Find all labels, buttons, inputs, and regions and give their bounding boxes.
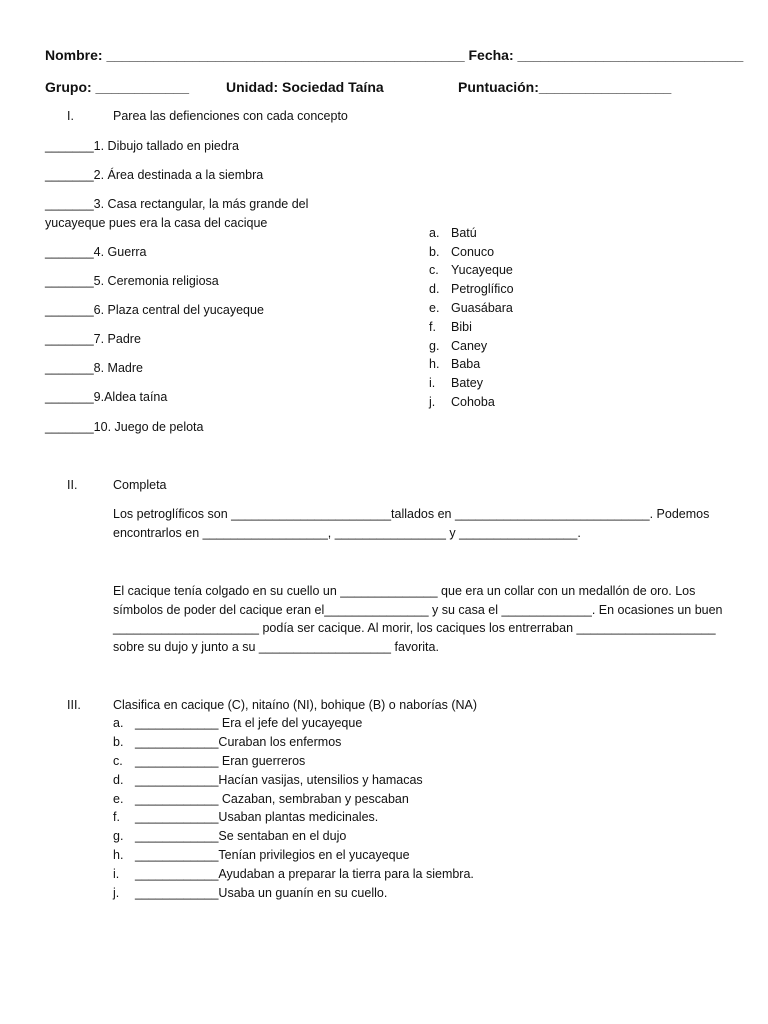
option-text: Bibi <box>451 320 472 334</box>
fill-in-line: sobre su dujo y junto a su ___________________ favorita. <box>113 640 439 654</box>
option-text: Batey <box>451 376 483 390</box>
option-letter: h. <box>429 357 440 371</box>
option-letter: d. <box>429 282 440 296</box>
option-letter: c. <box>429 263 439 277</box>
classify-item: ____________ Eran guerreros <box>135 754 306 768</box>
match-item: _______7. Padre <box>45 332 141 346</box>
option-letter: b. <box>429 245 440 259</box>
option-text: Yucayeque <box>451 263 513 277</box>
classify-letter: g. <box>113 829 124 843</box>
classify-letter: i. <box>113 867 120 881</box>
classify-letter: c. <box>113 754 123 768</box>
fill-in-line: Los petroglíficos son _______________________tallados en ____________________________. Podemos <box>113 507 710 521</box>
section-1-instruction: Parea las defienciones con cada concepto <box>113 109 348 123</box>
option-letter: i. <box>429 376 436 390</box>
option-text: Caney <box>451 339 488 353</box>
match-item: _______10. Juego de pelota <box>45 420 204 434</box>
section-3-numeral: III. <box>67 698 81 712</box>
option-text: Cohoba <box>451 395 495 409</box>
classify-item: ____________Ayudaban a preparar la tierra para la siembra. <box>135 867 474 881</box>
option-text: Petroglífico <box>451 282 514 296</box>
classify-letter: e. <box>113 792 124 806</box>
classify-item: ____________Curaban los enfermos <box>135 735 342 749</box>
unit-title: Unidad: Sociedad Taína <box>226 79 384 95</box>
classify-letter: a. <box>113 716 124 730</box>
match-item: _______8. Madre <box>45 361 143 375</box>
classify-item: ____________Hacían vasijas, utensilios y hamacas <box>135 773 423 787</box>
classify-letter: f. <box>113 810 120 824</box>
classify-item: ____________Se sentaban en el dujo <box>135 829 347 843</box>
section-2-numeral: II. <box>67 478 78 492</box>
option-letter: f. <box>429 320 436 334</box>
match-item: _______6. Plaza central del yucayeque <box>45 303 264 317</box>
fill-in-line: _____________________ podía ser cacique. Al morir, los caciques los entrerraban ____________________ <box>113 621 716 635</box>
option-text: Baba <box>451 357 481 371</box>
classify-item: ____________ Era el jefe del yucayeque <box>135 716 363 730</box>
match-item: _______1. Dibujo tallado en piedra <box>45 139 239 153</box>
match-item: _______5. Ceremonia religiosa <box>45 274 219 288</box>
section-1-numeral: I. <box>67 109 74 123</box>
option-letter: a. <box>429 226 440 240</box>
match-item-continuation: yucayeque pues era la casa del cacique <box>45 216 268 230</box>
option-letter: j. <box>429 395 436 409</box>
name-date-line: Nombre: ______________________________________________ Fecha: _____________________________ <box>45 47 744 63</box>
section-3-instruction: Clasifica en cacique (C), nitaíno (NI), bohique (B) o naborías (NA) <box>113 698 478 712</box>
option-text: Guasábara <box>451 301 513 315</box>
fill-in-line: El cacique tenía colgado en su cuello un ______________ que era un collar con un medallón de oro. Los <box>113 584 696 598</box>
classify-item: ____________Usaba un guanín en su cuello. <box>135 886 388 900</box>
option-text: Batú <box>451 226 477 240</box>
section-2-title: Completa <box>113 478 167 492</box>
option-text: Conuco <box>451 245 495 259</box>
classify-item: ____________Usaban plantas medicinales. <box>135 810 379 824</box>
classify-letter: b. <box>113 735 124 749</box>
match-item: _______4. Guerra <box>45 245 147 259</box>
match-item: _______9.Aldea taína <box>45 390 168 404</box>
classify-letter: h. <box>113 848 124 862</box>
fill-in-line: símbolos de poder del cacique eran el_______________ y su casa el _____________. En ocasiones un buen <box>113 603 723 617</box>
match-item: _______2. Área destinada a la siembra <box>45 168 264 182</box>
fill-in-line: encontrarlos en __________________, ________________ y _________________. <box>113 526 581 540</box>
score-line: Puntuación:_________________ <box>458 79 672 95</box>
group-line: Grupo: ____________ <box>45 79 189 95</box>
classify-letter: j. <box>113 886 120 900</box>
classify-item: ____________ Cazaban, sembraban y pescaban <box>135 792 409 806</box>
option-letter: g. <box>429 339 440 353</box>
option-letter: e. <box>429 301 440 315</box>
classify-letter: d. <box>113 773 124 787</box>
classify-item: ____________Tenían privilegios en el yucayeque <box>135 848 410 862</box>
match-item: _______3. Casa rectangular, la más grande del <box>45 197 309 211</box>
